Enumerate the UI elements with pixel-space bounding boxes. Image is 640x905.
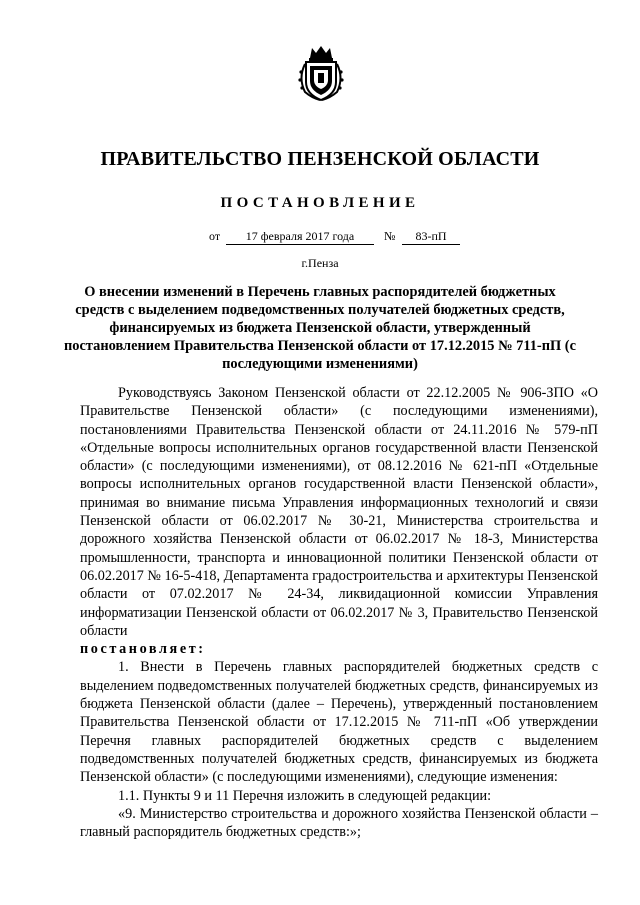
document-number: 83-пП (402, 229, 460, 245)
government-title: ПРАВИТЕЛЬСТВО ПЕНЗЕНСКОЙ ОБЛАСТИ (100, 148, 540, 170)
item-1-paragraph: 1. Внести в Перечень главных распорядителей бюджетных средств с выделением подведомственных получателей бюджетных средств, финансируемых из бюджета Пензенской области (далее – Перечень), утвержденный постановлением Правительства Пензенской области от 17.12.2015 № 711-пП «Об утверждении Перечня главных распорядителей бюджетных средств с выделением подведомственных получателей бюджетных средств, финансируемых из бюджета Пензенской области» (с последующими изменениями), следующие изменения: (80, 659, 598, 786)
decree-word-paragraph (80, 640, 598, 658)
document-date: 17 февраля 2017 года (226, 229, 374, 245)
from-label: от (209, 229, 221, 243)
item-1-1-paragraph: 1.1. Пункты 9 и 11 Перечня изложить в следующей редакции: (118, 787, 492, 804)
document-subject: О внесении изменений в Перечень главных распорядителей бюджетных средств с выделением подведомственных получателей бюджетных средств, финансируемых из бюджета Пензенской области, утвержденный постановлением Правительства Пензенской области от 17.12.2015 № 711-пП (с последующими изменениями) (64, 284, 576, 372)
decree-word: постановляет: (80, 641, 206, 658)
number-sign: № (384, 229, 396, 243)
city: г.Пенза (301, 256, 339, 270)
coat-of-arms-emblem (296, 44, 346, 102)
preamble-paragraph: Руководствуясь Законом Пензенской области от 22.12.2005 № 906-ЗПО «О Правительстве Пензенской области» (с последующими изменениями), постановлениями Правительства Пензенской области от 24.11.2016 № 579-пП «Отдельные вопросы исполнительных органов государственной власти Пензенской области» (с последующими изменениями), от 08.12.2016 № 621-пП «Отдельные вопросы исполнительных органов государственной власти Пензенской области», принимая во внимание письма Управления информационных технологий и связи Пензенской области от 06.02.2017 № 30-21, Министерства строительства и дорожного хозяйства Пензенской области от 06.02.2017 № 18-3, Министерства промышленности, транспорта и инновационной политики Пензенской области от 06.02.2017 № 16-5-418, Департамента градостроительства и архитектуры Пензенской области от 07.02.2017 № 24-34, ликвидационной комиссии Управления информатизации Пензенской области от 06.02.2017 № 3, Правительство Пензенской области (80, 385, 598, 639)
document-body (80, 384, 598, 841)
document-type: ПОСТАНОВЛЕНИЕ (220, 195, 420, 211)
item-9-paragraph: «9. Министерство строительства и дорожного хозяйства Пензенской области – главный распорядитель бюджетных средств:»; (80, 805, 598, 841)
